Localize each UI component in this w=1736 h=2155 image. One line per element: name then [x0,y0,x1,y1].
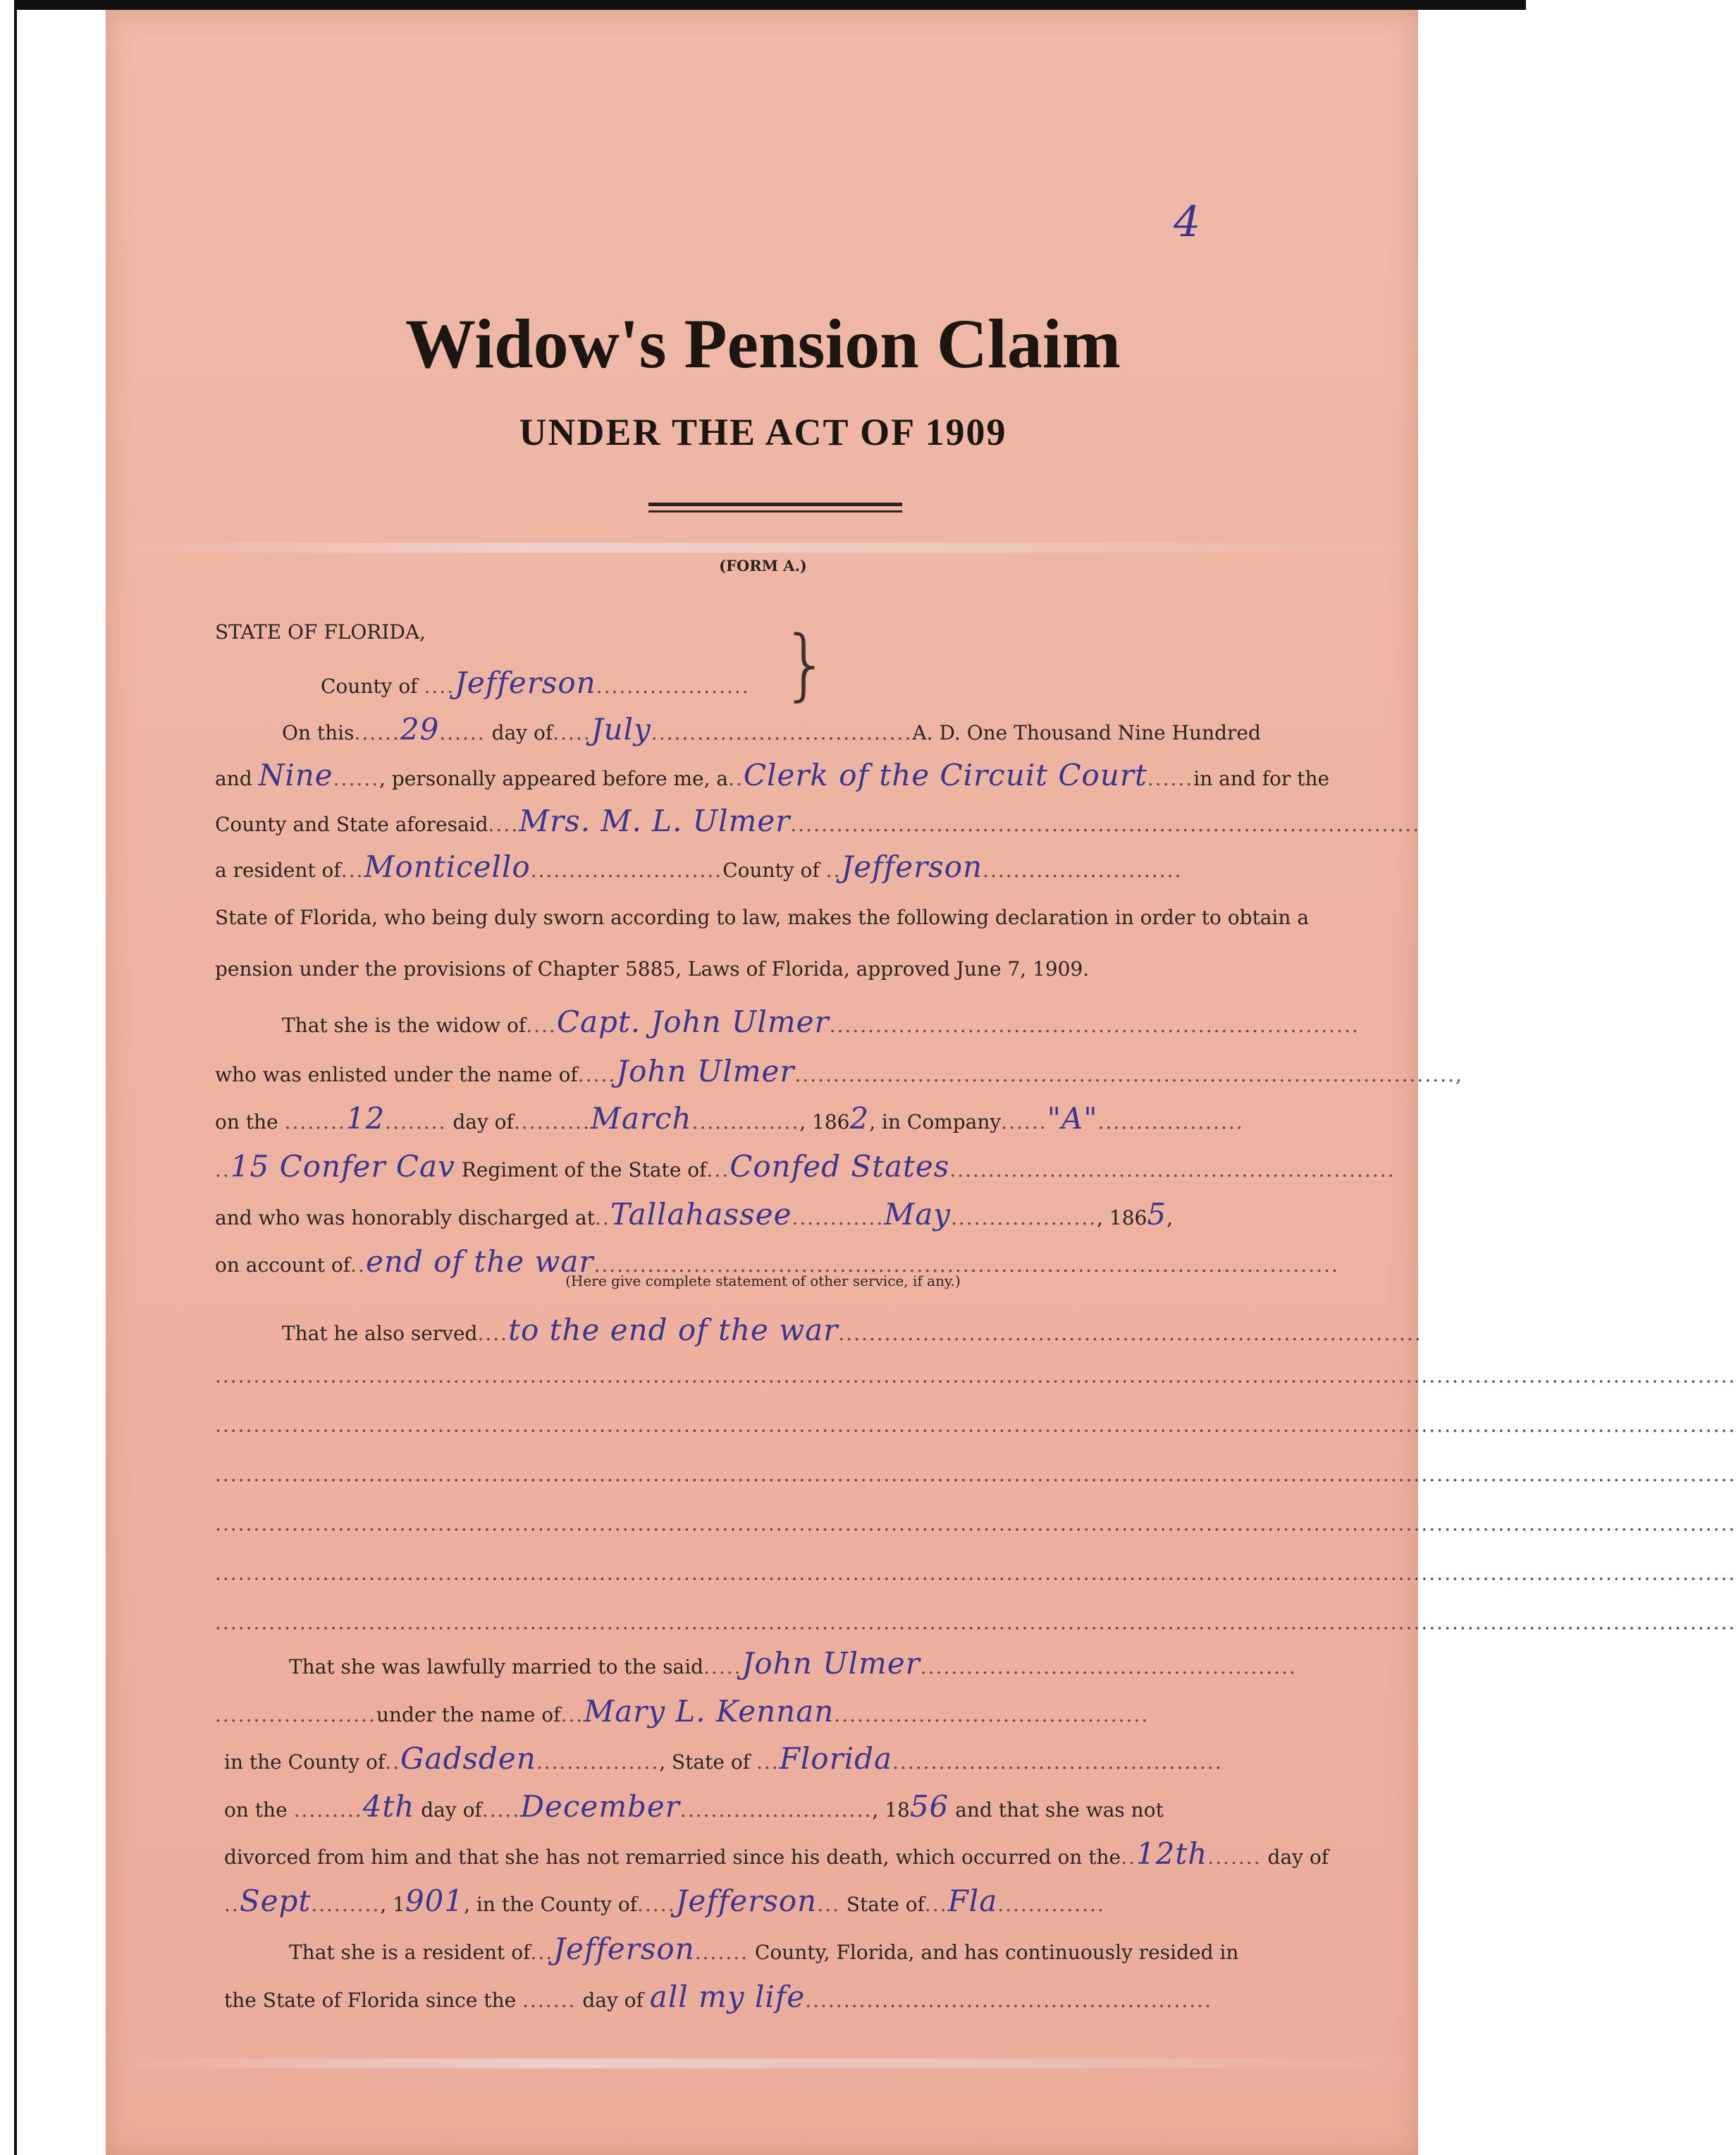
death-line: ..Sept........., 1901, in the County of.....Jefferson... State of...Fla.............. [224,1884,1105,1918]
since-line: the State of Florida since the ....... day of all my life..................................................... [224,1979,1212,2014]
declaration-line: State of Florida, who being duly sworn according to law, makes the following declaration in order to obtain a [215,906,1310,929]
state-line: STATE OF FLORIDA, [215,620,426,644]
date-line: On this......29...... day of.....July..................................A. D. One Thousand Nine Hundred [282,712,1261,747]
top-border [0,0,1526,10]
county-value: Jefferson [455,665,596,700]
corner-handwritten-mark: 4 [1174,197,1201,247]
current-residence-line: That she is a resident of...Jefferson....... County, Florida, and has continuously resided in [289,1932,1239,1966]
fold-line-bottom [106,2058,1418,2068]
service-note: (Here give complete statement of other service, if any.) [565,1272,961,1289]
appearance-line: and Nine......, personally appeared before me, a..Clerk of the Circuit Court......in and for the [215,758,1330,792]
enlist-date-line: on the ........12........ day of..........March.............., 1862, in Company......"A"................... [215,1101,1244,1136]
county-line: County of ....Jefferson.................... [321,665,750,700]
county-brace: } [781,619,830,709]
blank-line-1: ...................................................................................................................................................................................................... [215,1364,1736,1387]
blank-line-5: ...................................................................................................................................................................................................... [215,1561,1736,1585]
regiment-line: ..15 Confer Cav Regiment of the State of...Confed States.......................................................... [215,1149,1396,1184]
served-line: That he also served....to the end of the war............................................................................ [282,1313,1422,1347]
blank-line-3: ...................................................................................................................................................................................................... [215,1463,1736,1486]
blank-line-6: ...................................................................................................................................................................................................... [215,1611,1736,1634]
blank-line-2: ...................................................................................................................................................................................................... [215,1413,1736,1437]
pension-line: pension under the provisions of Chapter 5885, Laws of Florida, approved June 7, 1909. [215,957,1090,981]
account-line: on account of..end of the war................................................................................................. [215,1244,1339,1279]
married-date-line: on the .........4th day of.....December........................., 1856 and that she was not [224,1789,1164,1824]
form-title: Widow's Pension Claim [405,305,1121,383]
claimant-line: County and State aforesaid....Mrs. M. L. Ulmer.................................................................................. [215,804,1421,838]
residence-line: a resident of...Monticello.........................County of ..Jefferson.......................... [215,849,1183,884]
married-county-line: in the County of..Gadsden................, State of ...Florida........................................... [224,1741,1223,1776]
form-subtitle: UNDER THE ACT OF 1909 [519,411,1007,453]
enlisted-line: who was enlisted under the name of.....John Ulmer......................................................................................, [215,1054,1463,1088]
married-line: That she was lawfully married to the said.....John Ulmer................................................. [289,1646,1297,1681]
divorced-line: divorced from him and that she has not remarried since his death, which occurred on the..12th....... day of [224,1836,1329,1871]
maiden-name-line: .....................under the name of...Mary L. Kennan......................................... [215,1694,1150,1729]
form-label: (FORM A.) [719,557,807,575]
widow-line: That she is the widow of....Capt. John Ulmer..................................................................... [282,1005,1360,1039]
title-rule-top [648,503,902,506]
fold-line [106,543,1418,553]
title-rule-bottom [648,510,902,512]
discharge-line: and who was honorably discharged at..Tallahassee............May..................., 1865, [215,1197,1174,1232]
blank-line-4: ...................................................................................................................................................................................................... [215,1512,1736,1535]
